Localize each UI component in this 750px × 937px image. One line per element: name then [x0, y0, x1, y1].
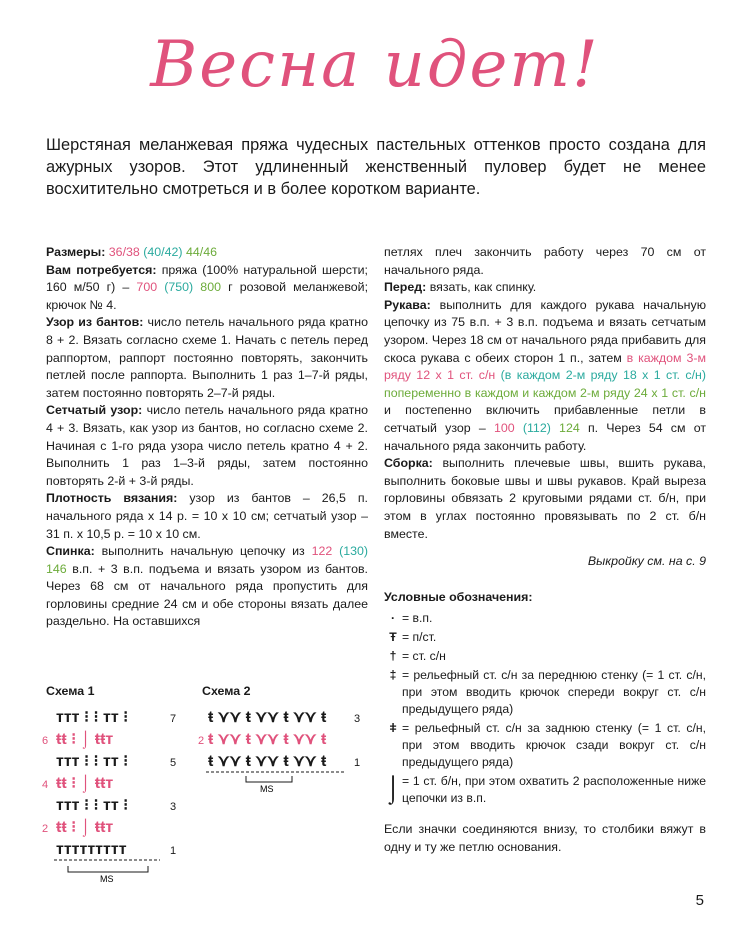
- single-crochet-around-chains-icon: ⌡: [385, 773, 401, 804]
- sizes-label: Размеры:: [46, 245, 106, 259]
- back-qty-1: 122: [311, 544, 333, 559]
- row-3-stitches: ŧ ⋎⋎ ŧ ⋎⋎ ŧ ⋎⋎ ŧ: [208, 709, 327, 726]
- row-5-stitches: ттт ⁝ ⁝ тт ⁝: [56, 753, 129, 770]
- assembly-paragraph: [384, 455, 706, 543]
- row-number: 1: [170, 845, 177, 857]
- assembly-label: Сборка:: [384, 456, 433, 471]
- back-qty-3: 146: [46, 561, 67, 576]
- bows-pattern-paragraph: [46, 314, 368, 402]
- net-pattern-paragraph: [46, 402, 368, 490]
- sleeves-size-3: попеременно в каждом и каждом 2-м ряду 24 х 1 ст. с/н: [384, 385, 706, 400]
- scheme-1-diagram: [30, 700, 180, 890]
- row-3-stitches: ттт ⁝ ⁝ тт ⁝: [56, 797, 129, 814]
- sleeves-qty-2: (112): [522, 420, 551, 435]
- half-dc-icon: Ŧ: [389, 630, 397, 645]
- chain-icon: ·: [390, 611, 396, 626]
- back-text-a: выполнить начальную цепочку из: [101, 544, 305, 559]
- row-2-stitches: ŧ ⋎⋎ ŧ ⋎⋎ ŧ ⋎⋎ ŧ: [208, 731, 327, 748]
- row-6-stitches: ŧŧ ⁝ ⌡ ŧŧт: [56, 731, 114, 748]
- sleeves-text-a: выполнить для каждого рукава начальную цепочку из 75 в.п. + 3 в.п. подъема и вязать сетчатым узором. Через 18 см от начального ряда прибавить для скоса рукава с обеих сторон 1 п., затем: [384, 297, 706, 365]
- materials-text-b: г розовой меланжевой; крючок № 4.: [46, 280, 369, 312]
- sleeves-size-2: (в каждом 2-м ряду 18 х 1 ст. с/н): [500, 368, 706, 383]
- repeat-label: MS: [100, 874, 114, 884]
- legend-item: [384, 610, 706, 627]
- sleeves-qty-1: 100: [493, 420, 515, 435]
- pattern-reference: Выкройку см. на с. 9: [587, 554, 706, 569]
- legend-text: = п/ст.: [402, 630, 437, 645]
- legend-item: [384, 720, 706, 771]
- legend-title: Условные обозначения:: [384, 589, 533, 604]
- page-title: Весна идет!: [150, 28, 600, 102]
- legend-item: [384, 667, 706, 718]
- size-1: 36/38: [108, 245, 140, 259]
- right-column: [384, 244, 706, 856]
- legend-item: [384, 648, 706, 665]
- density-text: узор из бантов – 26,5 п. начального ряда х 14 р. = 10 х 10 см; сетчатый узор – 31 п. х 10,5 р. = 10 х 10 см.: [46, 491, 368, 541]
- row-2-stitches: ŧŧ ⁝ ⌡ ŧŧт: [56, 819, 114, 836]
- repeat-bracket: [246, 776, 292, 782]
- page-number: 5: [695, 892, 704, 909]
- row-number: 4: [42, 779, 49, 791]
- row-4-stitches: ŧŧ ⁝ ⌡ ŧŧт: [56, 775, 114, 792]
- sizes-paragraph: [46, 244, 368, 262]
- materials-label: Вам потребуется:: [46, 262, 157, 277]
- scheme-2-label: Схема 2: [202, 684, 251, 698]
- dc-icon: †: [389, 649, 397, 664]
- density-label: Плотность вязания:: [46, 491, 178, 506]
- legend-text: = в.п.: [402, 611, 433, 626]
- scheme-2-diagram: [196, 700, 376, 800]
- legend-text: = ст. с/н: [402, 649, 446, 664]
- bows-text: число петель начального ряда кратно 8 + 2. Вязать согласно схеме 1. Начать с петель перед раппортом, раппорт постоянно повторять, закончить петлей после раппорта. Выполнить 1 раз 1–7-й ряды, затем постоянно повторять 2–7-й ряды.: [46, 315, 369, 400]
- net-label: Сетчатый узор:: [46, 403, 143, 418]
- row-number: 3: [354, 713, 361, 725]
- row-number: 5: [170, 757, 177, 769]
- sleeves-qty-3: 124: [559, 420, 580, 435]
- front-post-dc-icon: ‡: [389, 668, 397, 683]
- bows-label: Узор из бантов:: [46, 315, 144, 330]
- back-text-b: в.п. + 3 в.п. подъема и вязать узором из бантов. Через 68 см от начального ряда пропустить для горловины средние 24 см и обе стороны вязать далее раздельно. На оставшихся: [46, 561, 368, 629]
- size-2: (40/42): [143, 245, 183, 259]
- legend-text: = рельефный ст. с/н за переднюю стенку (= 1 ст. с/н, при этом вводить крючок спереди вокруг ст. с/н предыдущего ряда): [402, 668, 706, 717]
- scheme-1-label: Схема 1: [46, 684, 95, 698]
- materials-paragraph: [46, 262, 368, 315]
- repeat-bracket: [68, 866, 148, 872]
- left-column: [46, 244, 368, 631]
- back-post-dc-icon: ǂ: [389, 721, 397, 736]
- qty-2: (750): [164, 280, 194, 295]
- row-number: 2: [42, 823, 49, 835]
- materials-text-a: пряжа (100% натуральной шерсти; 160 м/50 г) –: [46, 262, 368, 295]
- row-1-stitches: ттттттттт: [56, 841, 127, 858]
- row-number: 1: [354, 757, 361, 769]
- assembly-text: выполнить плечевые швы, вшить рукава, выполнить боковые швы и швы рукавов. Край выреза горловины обвязать 2 круговыми рядами ст. б/н, при этом в углах постоянно провязывать по 2 ст. б/н вместе.: [384, 456, 706, 541]
- row-number: 3: [170, 801, 177, 813]
- row-number: 6: [42, 735, 49, 747]
- qty-3: 800: [200, 280, 221, 295]
- front-label: Перед:: [384, 280, 427, 295]
- density-paragraph: [46, 490, 368, 543]
- legend-text: = 1 ст. б/н, при этом охватить 2 расположенные ниже цепочки из в.п.: [402, 774, 706, 806]
- sleeves-text-c: п. Через 54 см от начального ряда закончить работу.: [384, 420, 706, 453]
- row-1-stitches: ŧ ⋎⋎ ŧ ⋎⋎ ŧ ⋎⋎ ŧ: [208, 753, 327, 770]
- sleeves-paragraph: [384, 297, 706, 455]
- intro-paragraph: Шерстяная меланжевая пряжа чудесных пастельных оттенков просто создана для ажурных узоров. Этот удлиненный женственный пуловер будет не менее восхитительно смотреться и в более коротком варианте.: [46, 136, 706, 198]
- repeat-label: MS: [260, 784, 274, 794]
- front-text: вязать, как спинку.: [429, 280, 537, 295]
- row-number: 2: [198, 735, 205, 747]
- size-3: 44/46: [185, 245, 217, 259]
- front-paragraph: [384, 279, 706, 297]
- back-label: Спинка:: [46, 544, 95, 559]
- back-paragraph: [46, 543, 368, 631]
- row-7-stitches: ттт ⁝ ⁝ тт ⁝: [56, 709, 129, 726]
- row-number: 7: [170, 713, 177, 725]
- legend-item: [384, 773, 706, 807]
- legend-text: = рельефный ст. с/н за заднюю стенку (= 1 ст. с/н, при этом вводить крючок сзади вокруг ст. с/н предыдущего ряда): [402, 721, 706, 770]
- sleeves-size-1: в каждом 3-м ряду 12 х 1 ст. с/н: [384, 350, 706, 383]
- qty-1: 700: [136, 280, 158, 295]
- joined-symbols-note: Если значки соединяются внизу, то столбики вяжут в одну и ту же петлю основания.: [384, 822, 706, 854]
- net-text: число петель начального ряда кратно 4 + 3. Вязать, как узор из бантов, но согласно схеме 2. Начиная с 1-го ряда узора число петель кратно 4 + 2. Выполнить 1 раз 1–3-й ряды, затем постоянно повторять 2-й + 3-й ряды.: [46, 403, 368, 488]
- back-qty-2: (130): [339, 544, 368, 559]
- legend-item: [384, 629, 706, 646]
- sleeves-text-b: и постепенно включить прибавленные петли в сетчатый узор –: [384, 403, 706, 435]
- sleeves-label: Рукава:: [384, 297, 431, 312]
- back-continuation: петлях плеч закончить работу через 70 см от начального ряда.: [384, 245, 706, 277]
